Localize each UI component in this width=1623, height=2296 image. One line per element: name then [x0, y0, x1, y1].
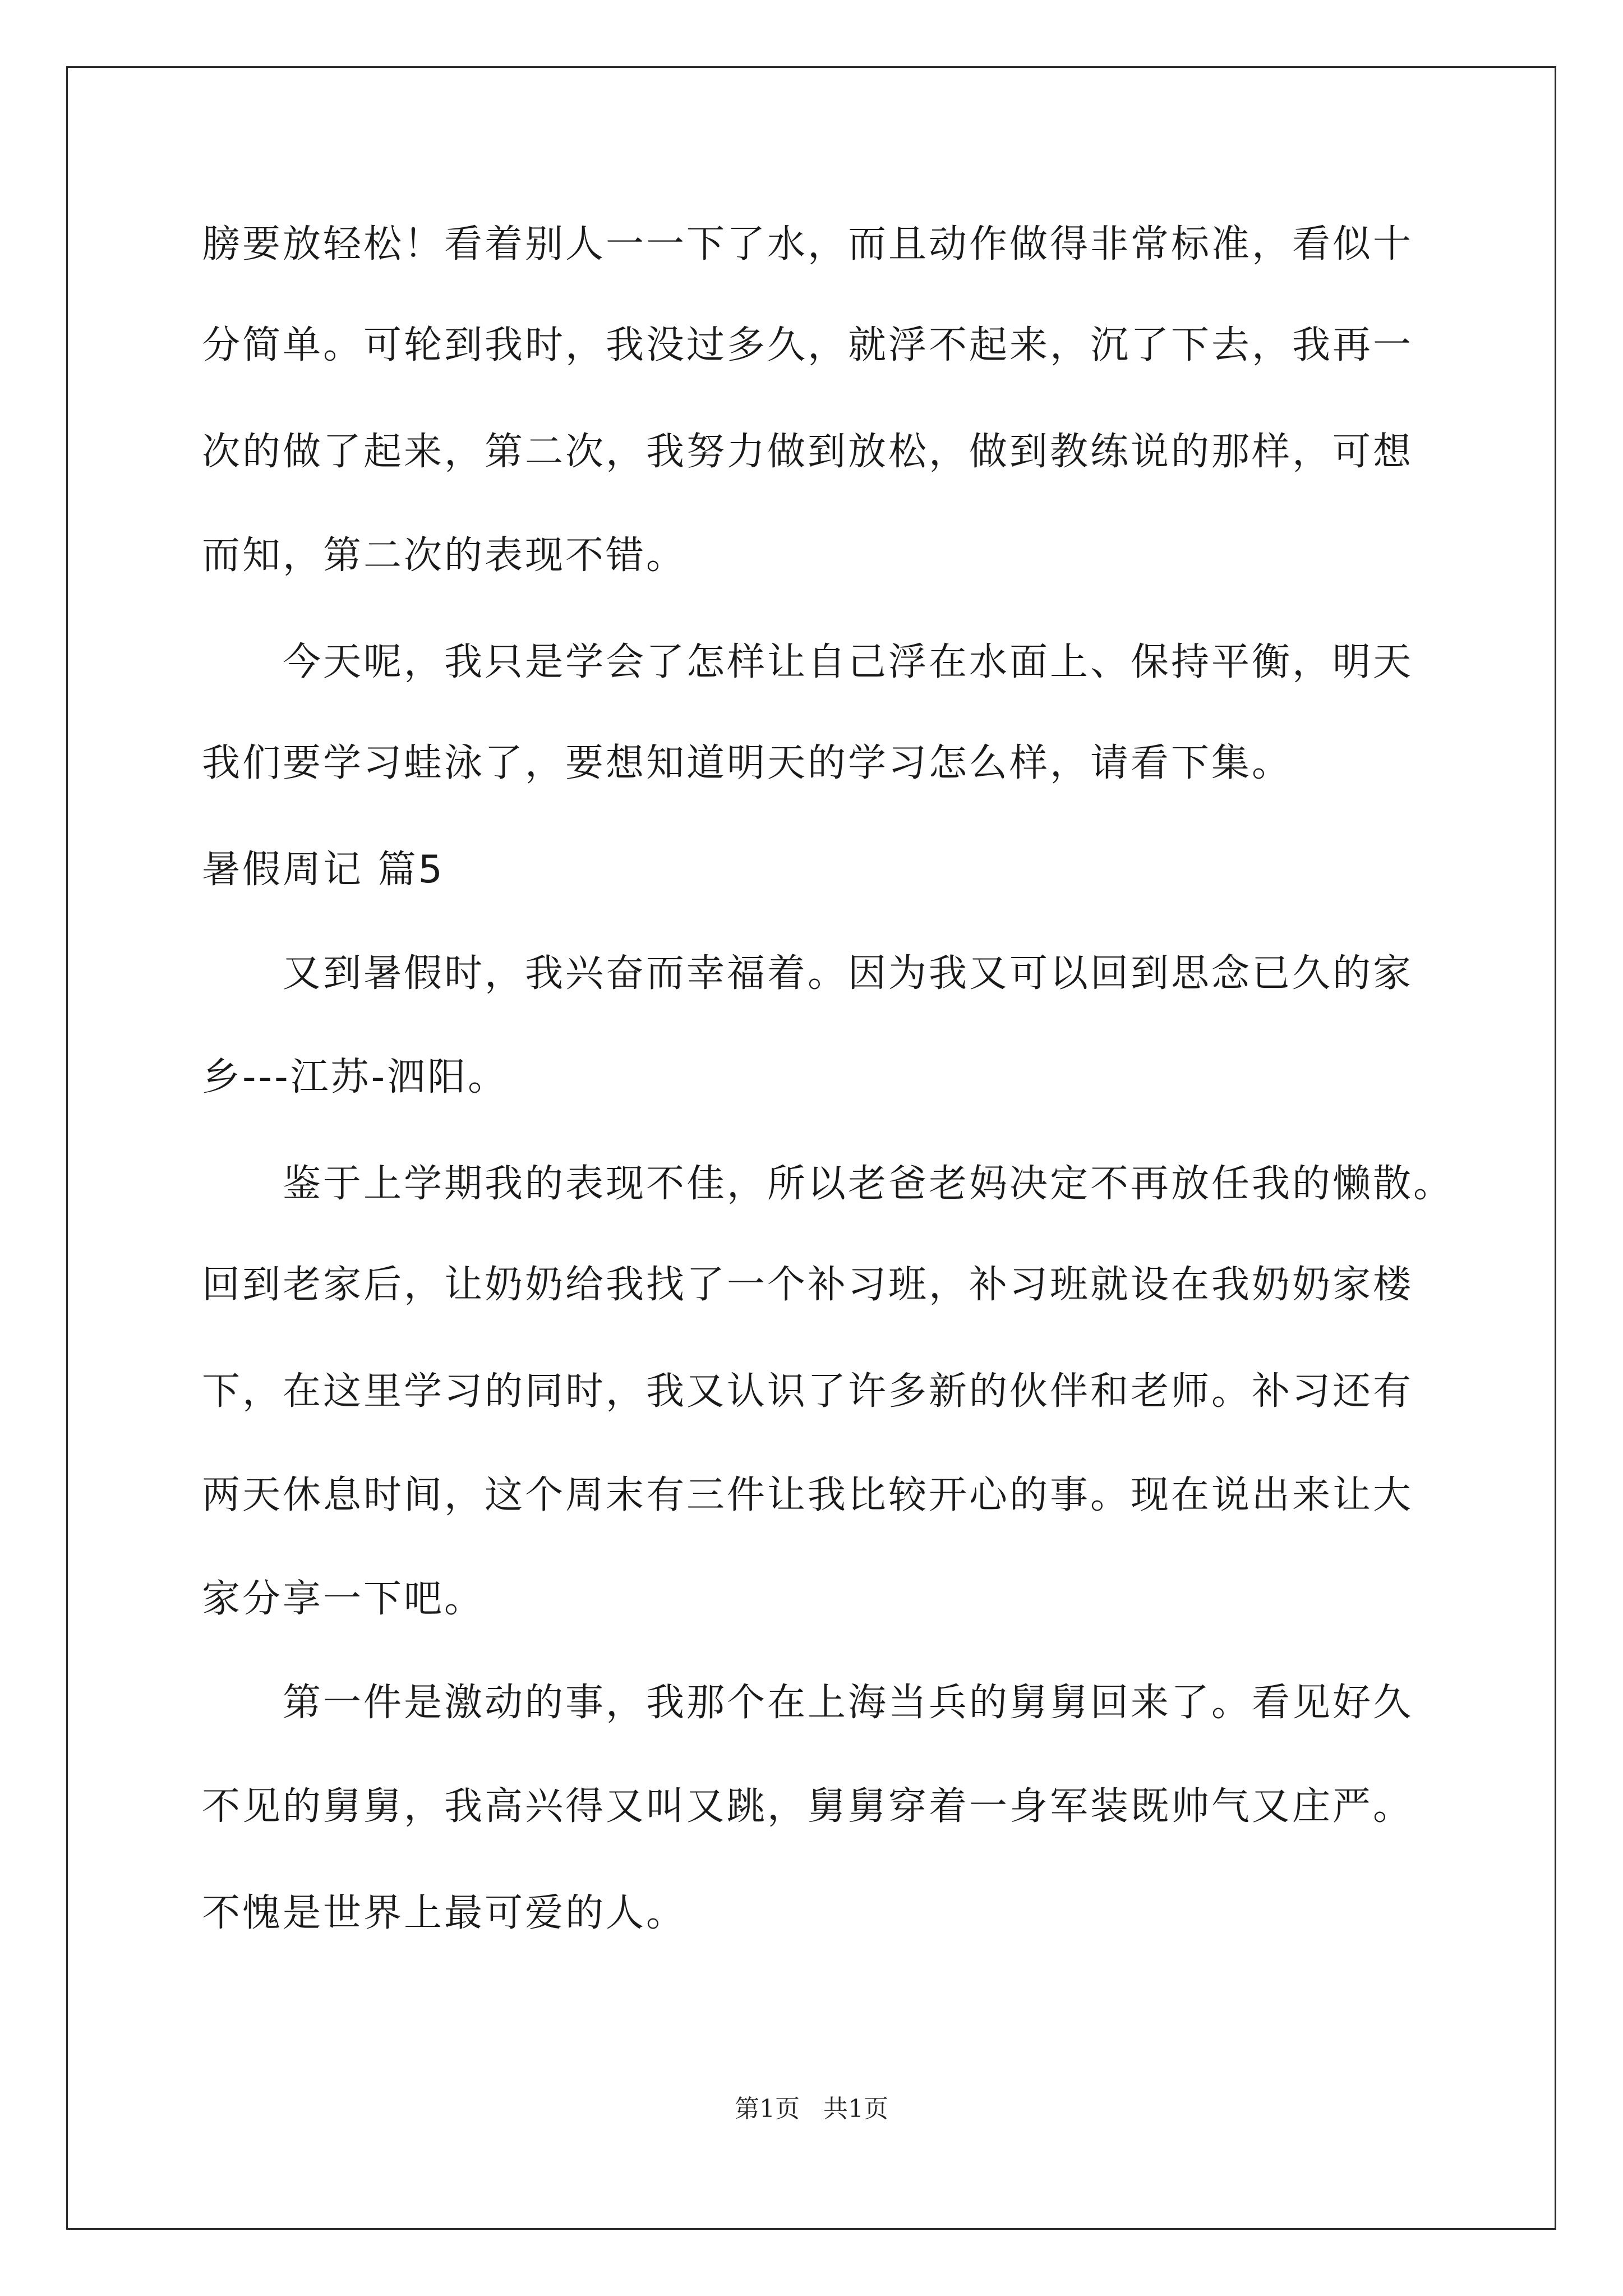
text-line: 第一件是激动的事，我那个在上海当兵的舅舅回来了。看见好久: [202, 1681, 1414, 1725]
text-line: 不见的舅舅，我高兴得又叫又跳，舅舅穿着一身军装既帅气又庄严。: [202, 1784, 1414, 1829]
page-total: 共1页: [823, 2095, 888, 2123]
text-line: 而知，第二次的表现不错。: [202, 533, 687, 578]
page-number: 第1页: [735, 2095, 800, 2123]
page-footer: [0, 2095, 1623, 2123]
text-line: 乡---江苏-泗阳。: [202, 1055, 509, 1099]
text-line: 不愧是世界上最可爱的人。: [202, 1891, 687, 1935]
text-line: 鉴于上学期我的表现不佳，所以老爸老妈决定不再放任我的懒散。: [202, 1162, 1454, 1206]
text-line: 膀要放轻松！看着别人一一下了水，而且动作做得非常标准，看似十: [202, 222, 1414, 266]
text-line: 回到老家后，让奶奶给我找了一个补习班，补习班就设在我奶奶家楼: [202, 1263, 1414, 1307]
text-line: 分简单。可轮到我时，我没过多久，就浮不起来，沉了下去，我再一: [202, 323, 1414, 367]
text-line: 又到暑假时，我兴奋而幸福着。因为我又可以回到思念已久的家: [202, 951, 1414, 996]
text-line: 次的做了起来，第二次，我努力做到放松，做到教练说的那样，可想: [202, 430, 1414, 474]
text-line: 今天呢，我只是学会了怎样让自己浮在水面上、保持平衡，明天: [202, 640, 1414, 684]
text-line: 我们要学习蛙泳了，要想知道明天的学习怎么样，请看下集。: [202, 741, 1293, 785]
text-line: 下，在这里学习的同时，我又认识了许多新的伙伴和老师。补习还有: [202, 1369, 1414, 1414]
section-heading: 暑假周记 篇5: [202, 848, 445, 892]
text-line: 家分享一下吧。: [202, 1577, 485, 1621]
text-line: 两天休息时间，这个周末有三件让我比较开心的事。现在说出来让大: [202, 1473, 1414, 1517]
